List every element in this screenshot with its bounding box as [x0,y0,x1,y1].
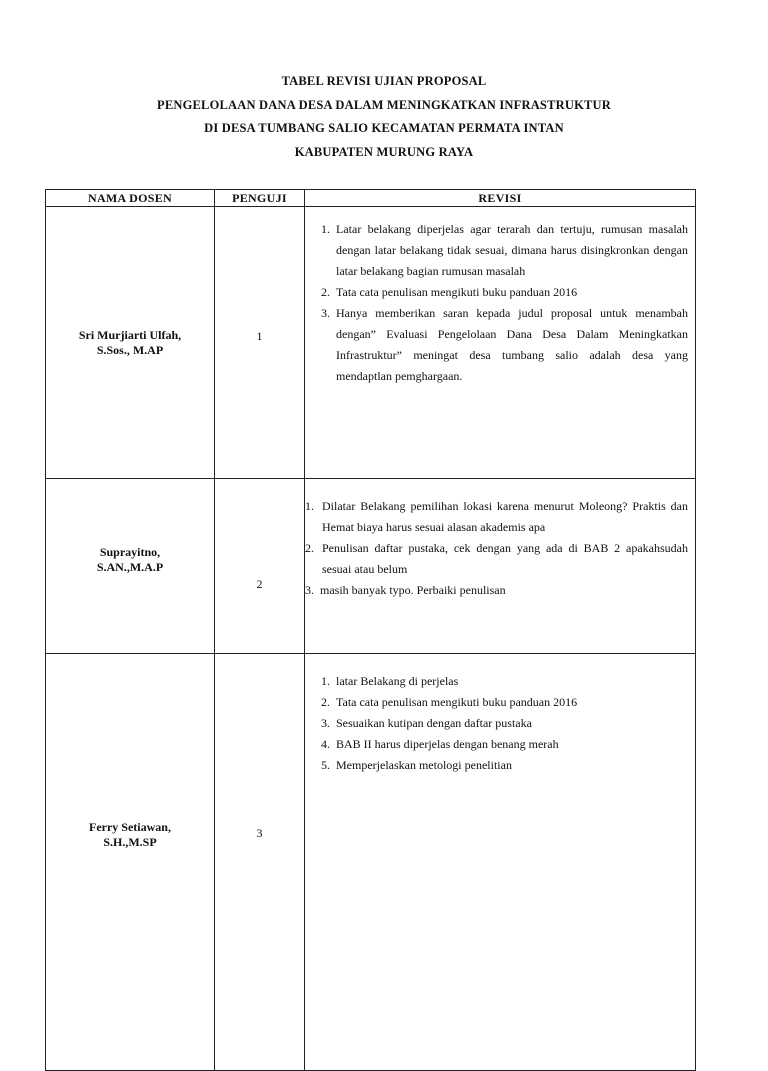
revisi-item [314,692,688,713]
revisi-item-text: Sesuaikan kutipan dengan daftar pustaka [336,716,532,730]
nama-dosen-cell [46,207,215,479]
nama-dosen-line1: Suprayitno, [99,545,161,559]
revisi-item-text: latar Belakang di perjelas [336,674,459,688]
nama-dosen-line2: S.Sos., M.AP [96,342,164,357]
nama-dosen-cell [46,479,215,654]
revisi-item-text: Hanya memberikan saran kepada judul proposal untuk menambah dengan” Evaluasi Pengelolaan Dana Desa Dalam Meningkatkan Infrastruktur” meningat desa tumbang salio adalah desa yang mendaptlan pemghargaan. [336,306,688,383]
header-penguji: PENGUJI [215,190,305,207]
revisi-item-text: Tata cata penulisan mengikuti buku panduan 2016 [336,285,578,299]
nama-dosen-line2: S.H.,M.SP [103,835,157,849]
nama-dosen-cell [46,654,215,1071]
table-row [46,654,696,1071]
document-title [0,70,768,164]
table-header-row [46,190,696,207]
revisi-item-number: 4. [321,737,330,751]
revisi-cell [305,654,696,1071]
nama-dosen-line1: Ferry Setiawan, [89,820,171,834]
revisi-item-number: 3. [305,583,314,597]
revisi-item [314,671,688,692]
revision-table [45,189,696,1071]
title-line-2: PENGELOLAAN DANA DESA DALAM MENINGKATKAN INFRASTRUKTUR [156,97,611,112]
title-line-1: TABEL REVISI UJIAN PROPOSAL [281,74,487,88]
revisi-item-text: Tata cata penulisan mengikuti buku panduan 2016 [336,695,578,709]
nama-dosen-line2: S.AN.,M.A.P [96,560,164,574]
table-row [46,479,696,654]
revisi-item [314,282,688,303]
revisi-item-text: Memperjelaskan metologi penelitian [336,758,512,772]
title-line-3: DI DESA TUMBANG SALIO KECAMATAN PERMATA INTAN [204,121,564,135]
header-nama-dosen: NAMA DOSEN [46,190,215,207]
revisi-item-number: 1. [305,499,314,513]
revisi-item-number: 1. [321,674,330,688]
revisi-item-number: 5. [321,758,330,772]
revisi-item-text: Latar belakang diperjelas agar terarah dan tertuju, rumusan masalah dengan latar belakang tidak sesuai, dimana harus disingkronkan dengan latar belakang bagian rumusan masalah [336,222,688,278]
revisi-item-number: 2. [321,285,330,299]
penguji-cell: 1 [215,207,305,479]
revisi-item [305,580,688,601]
revisi-item [314,734,688,755]
header-revisi: REVISI [305,190,696,207]
revisi-item-number: 3. [321,306,330,320]
revisi-item-number: 2. [321,695,330,709]
revisi-item-text: Penulisan daftar pustaka, cek dengan yang ada di BAB 2 apakahsudah sesuai atau belum [322,541,688,576]
revisi-item [305,496,688,538]
revisi-item [314,713,688,734]
revisi-item [314,219,688,282]
table-row [46,207,696,479]
revisi-cell [305,207,696,479]
penguji-cell: 3 [215,654,305,1071]
revisi-item-text: masih banyak typo. Perbaiki penulisan [320,583,506,597]
title-line-4: KABUPATEN MURUNG RAYA [294,144,474,159]
revisi-item-number: 1. [321,222,330,236]
revisi-item-number: 3. [321,716,330,730]
revisi-item [314,303,688,387]
penguji-cell: 2 [215,479,305,654]
revisi-item [305,538,688,580]
revisi-item-text: BAB II harus diperjelas dengan benang merah [336,737,559,751]
revisi-item-number: 2. [305,541,314,555]
nama-dosen-line1: Sri Murjiarti Ulfah, [78,327,182,342]
revisi-cell [305,479,696,654]
revisi-item-text: Dilatar Belakang pemilihan lokasi karena menurut Moleong? Praktis dan Hemat biaya harus sesuai alasan akademis apa [322,499,688,534]
revisi-item [314,755,688,776]
